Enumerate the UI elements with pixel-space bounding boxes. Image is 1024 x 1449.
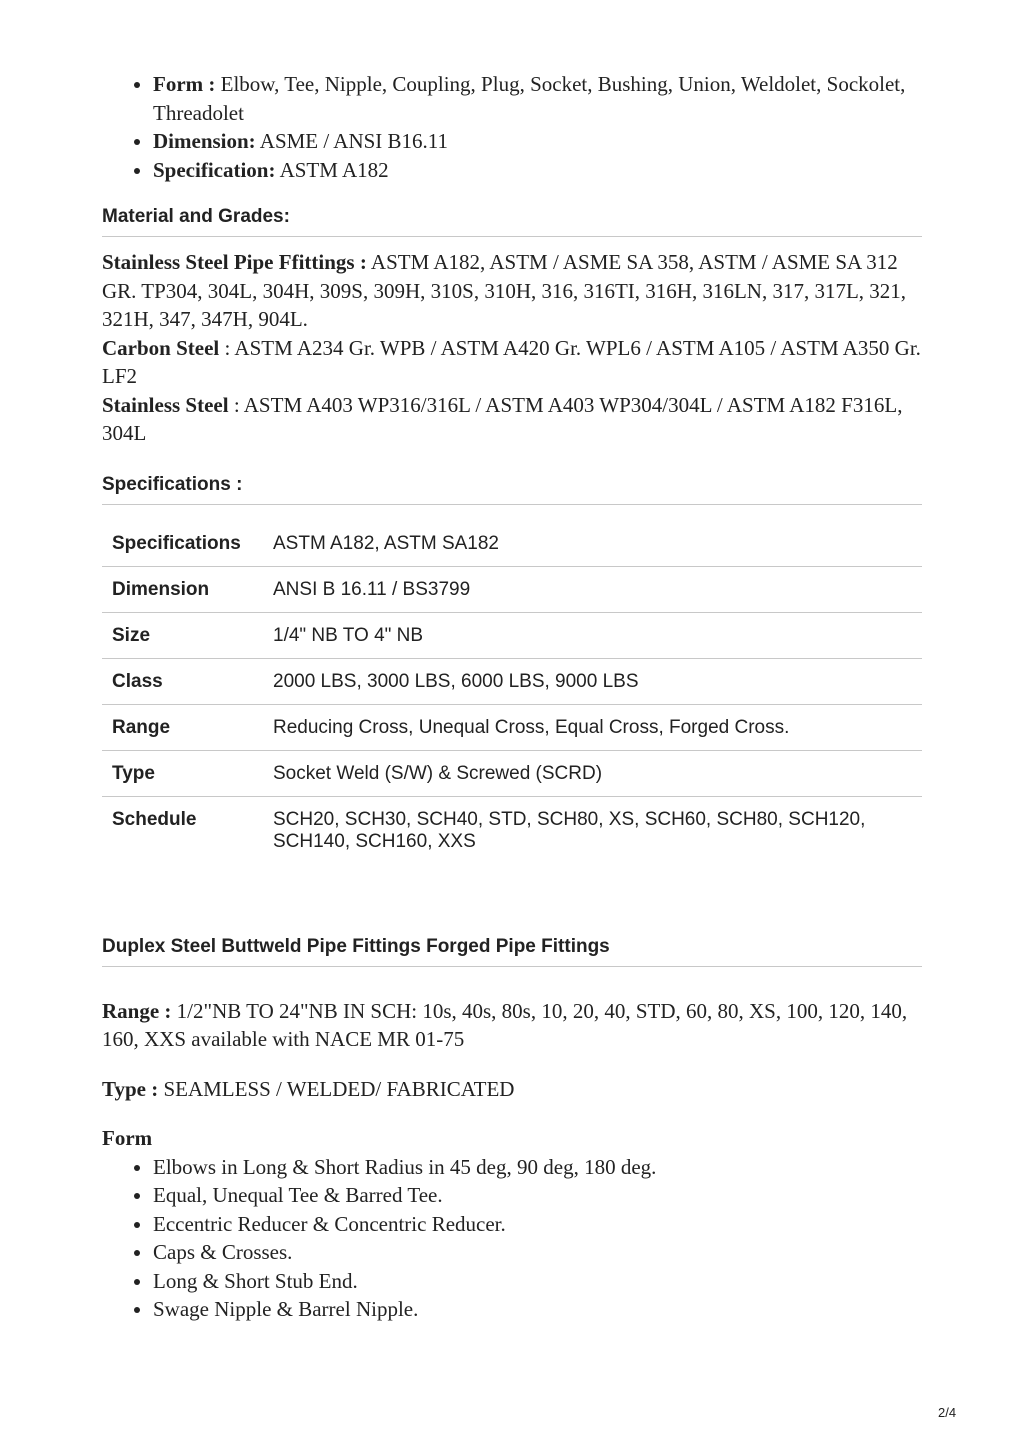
item-label: Dimension: (153, 129, 256, 153)
material-entry (102, 334, 922, 391)
table-row (102, 566, 922, 612)
material-label: Stainless Steel Pipe Ffittings : (102, 250, 367, 274)
form-label-text: Form (102, 1126, 153, 1150)
top-spec-list (102, 70, 922, 184)
materials-heading: Material and Grades: (102, 206, 922, 237)
spec-value: Socket Weld (S/W) & Screwed (SCRD) (263, 750, 922, 796)
range-label: Range : (102, 998, 172, 1023)
table-row (102, 658, 922, 704)
materials-body (102, 248, 922, 448)
item-text: Elbow, Tee, Nipple, Coupling, Plug, Socket, Bushing, Union, Weldolet, Sockolet, Threadolet (153, 72, 906, 125)
item-label: Form : (153, 72, 216, 96)
duplex-form-label (102, 1124, 922, 1153)
spec-key: Type (102, 750, 263, 796)
list-item: • Caps & Crosses. (153, 1238, 922, 1267)
spec-value: ASTM A182, ASTM SA182 (263, 521, 922, 567)
spec-value: Reducing Cross, Unequal Cross, Equal Cross, Forged Cross. (263, 704, 922, 750)
list-item: • Elbows in Long & Short Radius in 45 deg, 90 deg, 180 deg. (153, 1153, 922, 1182)
spec-key: Schedule (112, 808, 197, 830)
table-row (102, 521, 922, 567)
list-item (153, 70, 922, 127)
duplex-type (102, 1075, 922, 1104)
material-text: : ASTM A234 Gr. WPB / ASTM A420 Gr. WPL6 / ASTM A105 / ASTM A350 Gr. LF2 (102, 335, 921, 388)
material-text: : ASTM A403 WP316/316L / ASTM A403 WP304/304L / ASTM A182 F316L, 304L (102, 392, 903, 445)
spec-value: ANSI B 16.11 / BS3799 (263, 566, 922, 612)
list-item: • Swage Nipple & Barrel Nipple. (153, 1295, 922, 1324)
spec-value: SCH20, SCH30, SCH40, STD, SCH80, XS, SCH60, SCH80, SCH120, SCH140, SCH160, XXS (273, 808, 866, 852)
spec-value: 1/4" NB TO 4" NB (263, 612, 922, 658)
list-item: • Eccentric Reducer & Concentric Reducer. (153, 1210, 922, 1239)
spec-key: Class (102, 658, 263, 704)
list-item: • Long & Short Stub End. (153, 1267, 922, 1296)
specifications-heading: Specifications : (102, 474, 922, 505)
table-row (102, 796, 922, 864)
page-number: 2/4 (938, 1405, 957, 1420)
spec-key: Specifications (102, 521, 263, 567)
duplex-form-list (102, 1153, 922, 1324)
spec-value: 2000 LBS, 3000 LBS, 6000 LBS, 9000 LBS (263, 658, 922, 704)
type-label: Type : (102, 1076, 159, 1101)
table-row (102, 612, 922, 658)
list-item (153, 127, 922, 156)
spec-key: Size (102, 612, 263, 658)
material-label: Carbon Steel (102, 335, 220, 360)
duplex-heading: Duplex Steel Buttweld Pipe Fittings Forged Pipe Fittings (102, 936, 922, 967)
item-text: ASTM A182 (275, 157, 389, 182)
material-label: Stainless Steel (102, 392, 229, 417)
duplex-range (102, 997, 922, 1054)
table-row (102, 704, 922, 750)
list-item (153, 156, 922, 185)
item-label: Specification: (153, 157, 276, 182)
item-text: ASME / ANSI B16.11 (255, 129, 449, 153)
material-entry (102, 248, 922, 334)
table-row (102, 750, 922, 796)
spec-key: Range (102, 704, 263, 750)
material-text: ASTM A182, ASTM / ASME SA 358, ASTM / ASME SA 312 GR. TP304, 304L, 304H, 309S, 309H, 310S, 310H, 316, 316TI, 316H, 316LN, 317, 317L, 321, 321H, 347, 347H, 904L. (102, 250, 907, 331)
range-text: 1/2"NB TO 24"NB IN SCH: 10s, 40s, 80s, 10, 20, 40, STD, 60, 80, XS, 100, 120, 140, 160, XXS available with NACE MR 01-75 (102, 998, 908, 1051)
list-item: • Equal, Unequal Tee & Barred Tee. (153, 1181, 922, 1210)
page-content (102, 70, 922, 1324)
spec-key: Dimension (102, 566, 263, 612)
specifications-table (102, 521, 922, 864)
type-text: SEAMLESS / WELDED/ FABRICATED (158, 1076, 515, 1101)
material-entry (102, 391, 922, 448)
